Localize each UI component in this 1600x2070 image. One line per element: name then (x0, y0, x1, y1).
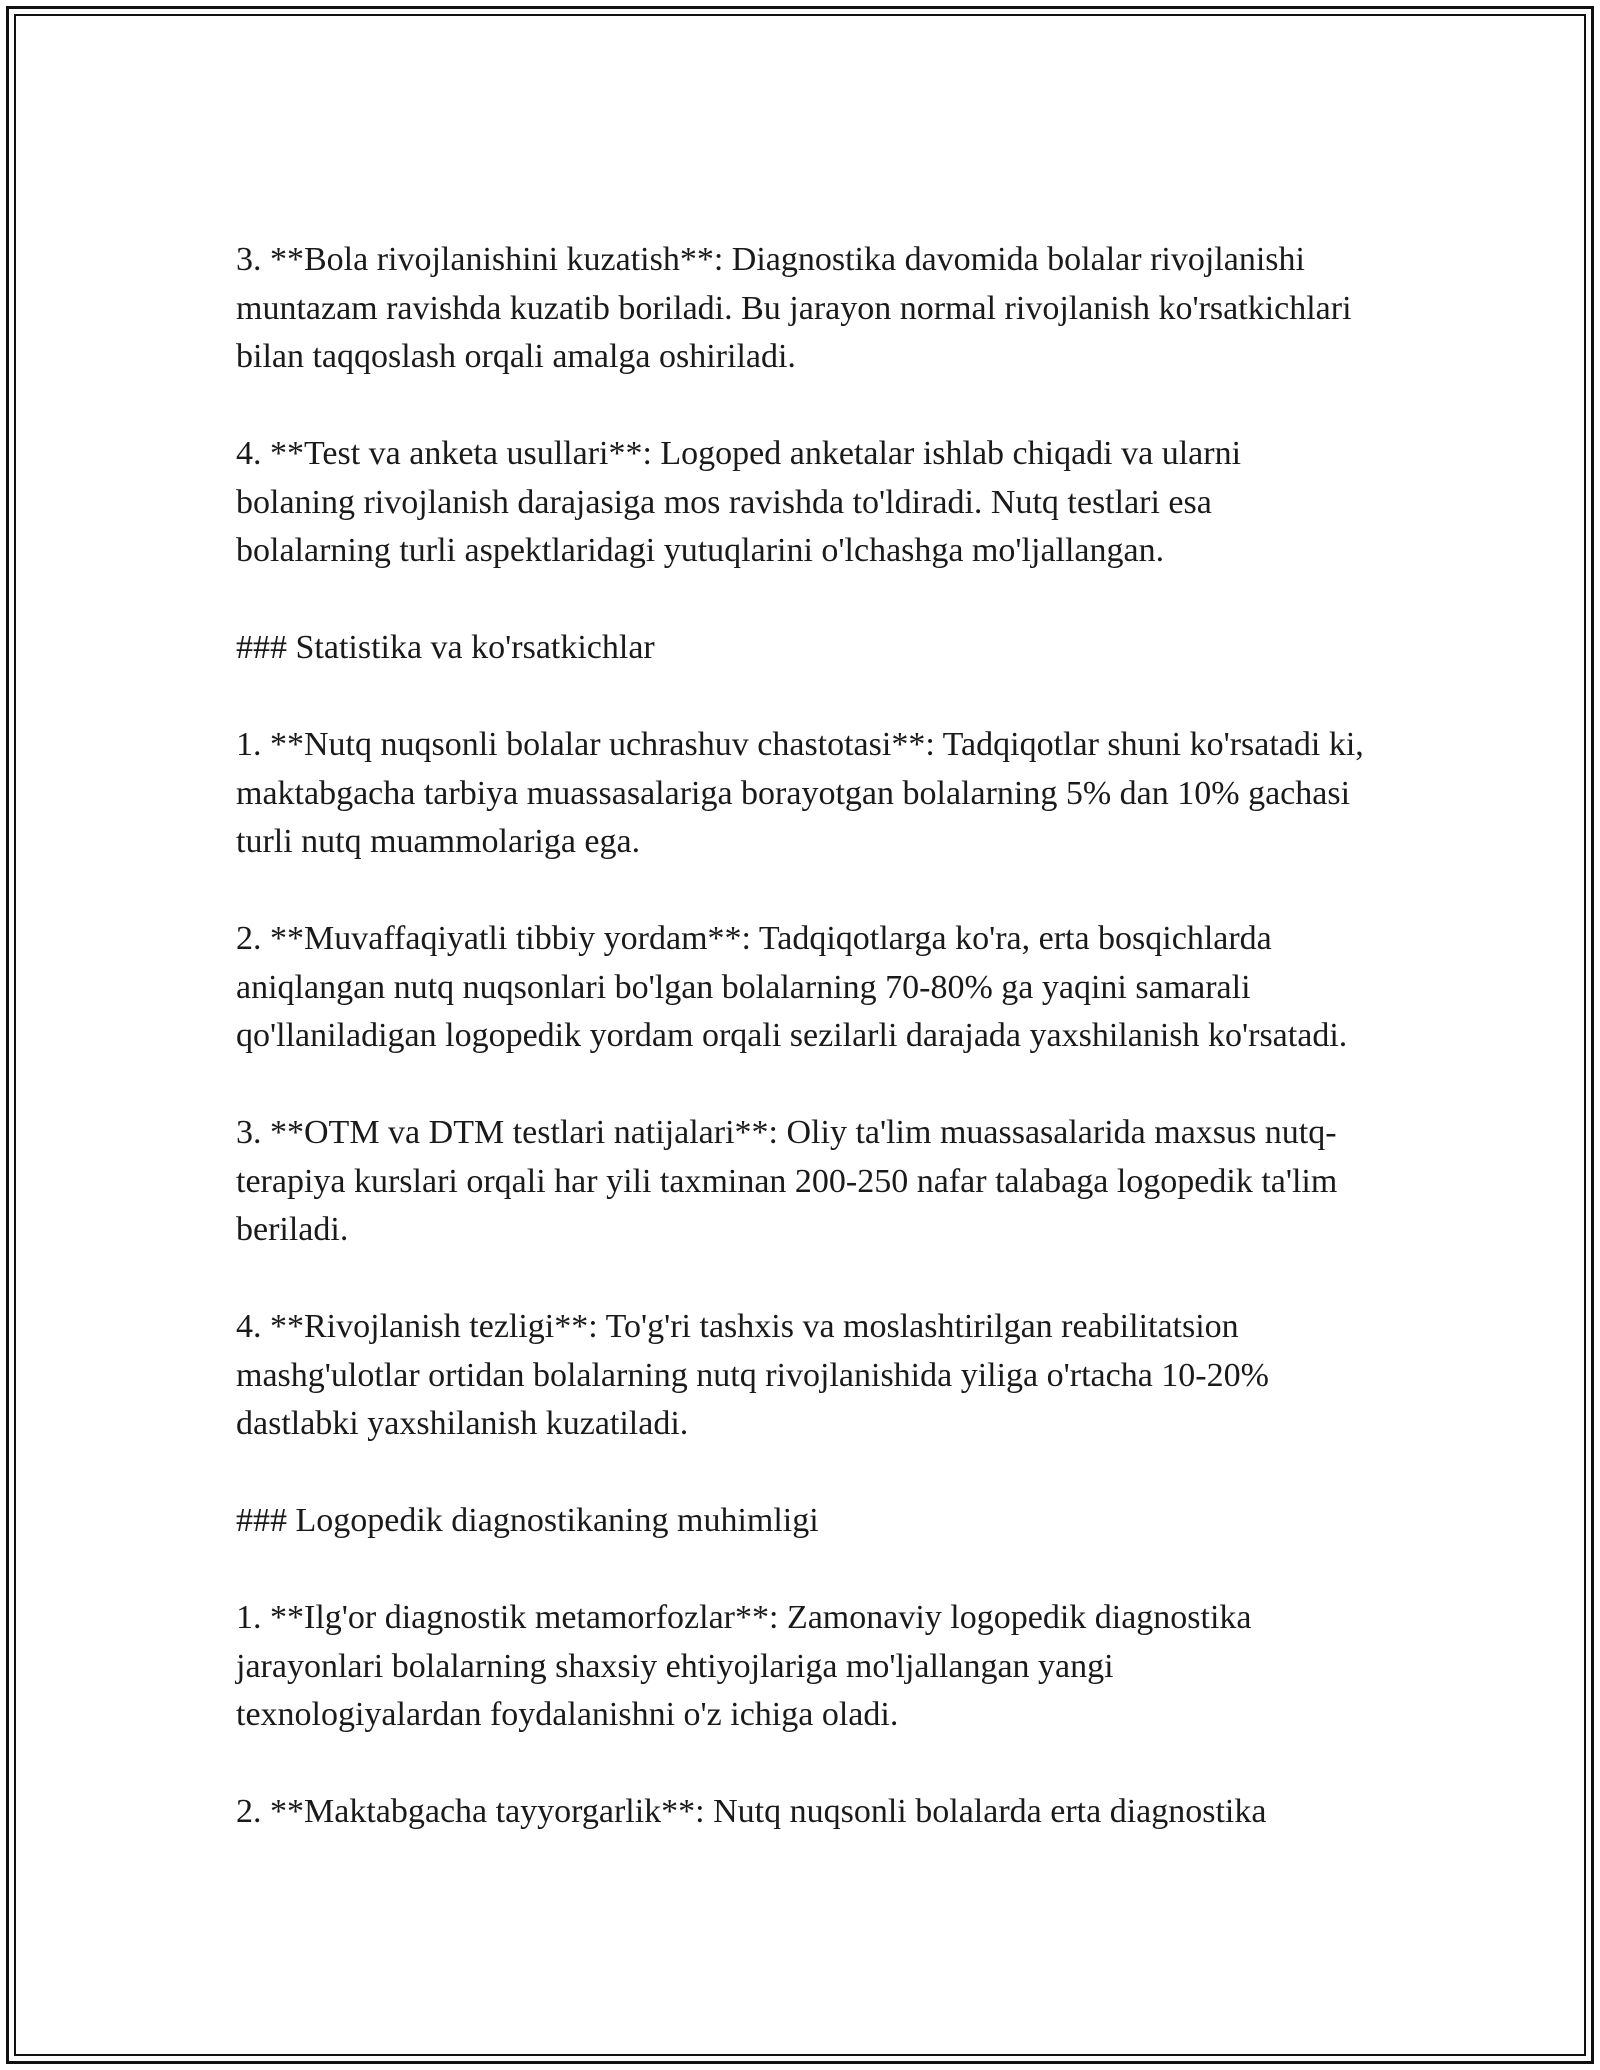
paragraph-frequency: 1. **Nutq nuqsonli bolalar uchrashuv chastotasi**: Tadqiqotlar shuni ko'rsatadi ki, maktabgacha tarbiya muassasalariga borayotgan bolalarning 5% dan 10% gachasi turli nutq muammolariga ega. (236, 726, 1364, 860)
paragraph-development-speed: 4. **Rivojlanish tezligi**: To'g'ri tashxis va moslashtirilgan reabilitatsion mashg'ulotlar ortidan bolalarning nutq rivojlanishida yiliga o'rtacha 10-20% dastlabki yaxshilanish kuzatiladi. (236, 1308, 1269, 1442)
paragraph-advanced-diagnostics: 1. **Ilg'or diagnostik metamorfozlar**: Zamonaviy logopedik diagnostika jarayonlari bolalarning shaxsiy ehtiyojlariga mo'ljallangan yangi texnologiyalardan foydalanishni o'z ichiga oladi. (236, 1599, 1252, 1733)
paragraph-observation: 3. **Bola rivojlanishini kuzatish**: Diagnostika davomida bolalar rivojlanishi muntazam ravishda kuzatib boriladi. Bu jarayon normal rivojlanish ko'rsatkichlari bilan taqqoslash orqali amalga oshiriladi. (236, 241, 1352, 375)
paragraph-test-results: 3. **OTM va DTM testlari natijalari**: Oliy ta'lim muassasalarida maxsus nutq-terapiya kurslari orqali har yili taxminan 200-250 nafar talabaga logopedik ta'lim beriladi. (236, 1114, 1338, 1248)
heading-importance: ### Logopedik diagnostikaning muhimligi (236, 1502, 819, 1539)
document-body (236, 236, 1366, 1837)
paragraph-preschool-readiness: 2. **Maktabgacha tayyorgarlik**: Nutq nuqsonli bolalarda erta diagnostika (236, 1793, 1267, 1830)
paragraph-medical-help: 2. **Muvaffaqiyatli tibbiy yordam**: Tadqiqotlarga ko'ra, erta bosqichlarda aniqlangan nutq nuqsonlari bo'lgan bolalarning 70-80% ga yaqini samarali qo'llaniladigan logopedik yordam orqali sezilarli darajada yaxshilanish ko'rsatadi. (236, 920, 1348, 1054)
paragraph-test-methods: 4. **Test va anketa usullari**: Logoped anketalar ishlab chiqadi va ularni bolaning rivojlanish darajasiga mos ravishda to'ldiradi. Nutq testlari esa bolalarning turli aspektlaridagi yutuqlarini o'lchashga mo'ljallangan. (236, 435, 1242, 569)
heading-statistics: ### Statistika va ko'rsatkichlar (236, 629, 655, 666)
